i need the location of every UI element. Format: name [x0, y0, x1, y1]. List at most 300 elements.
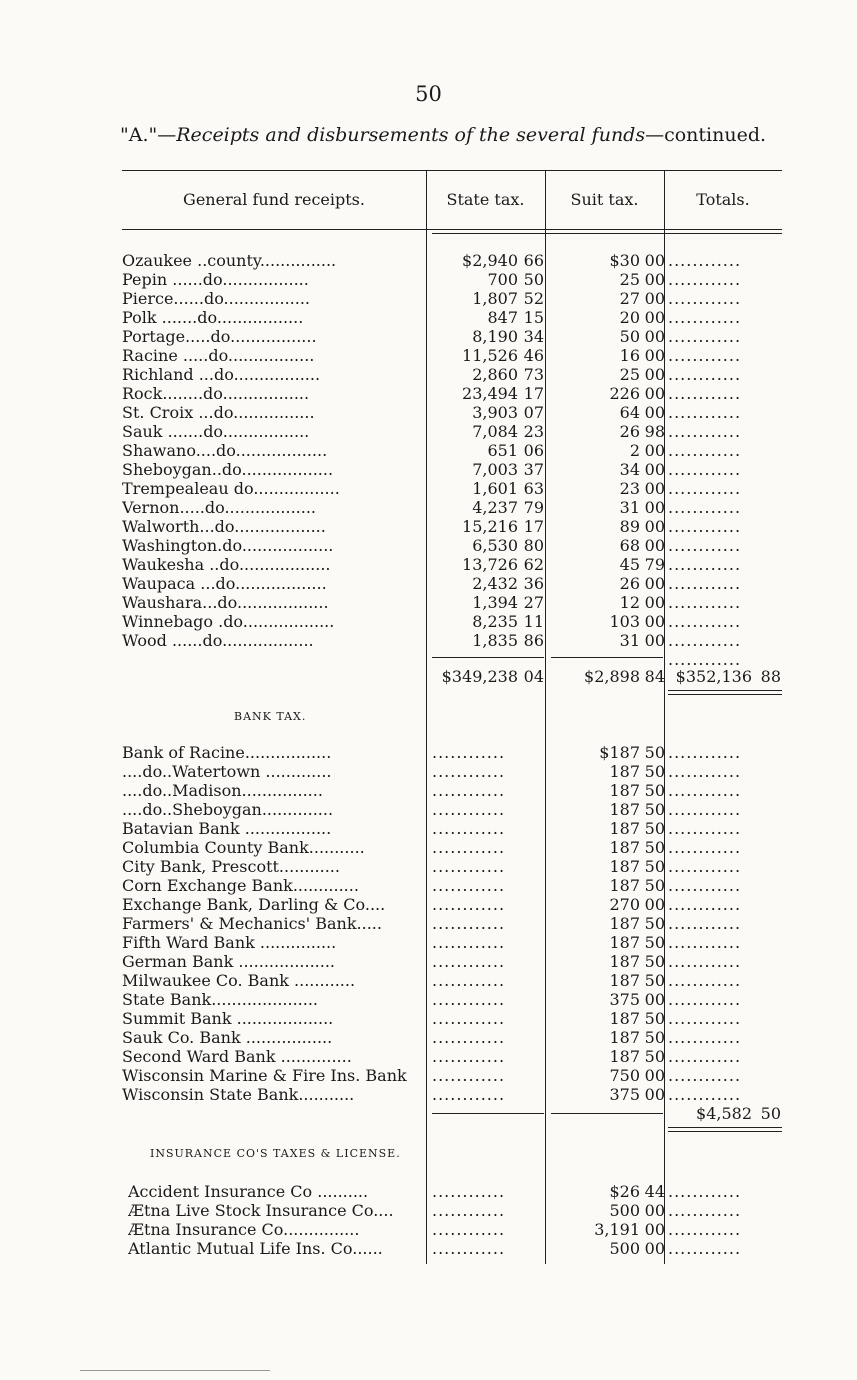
suit-tax-value: 500	[609, 1201, 640, 1220]
suit-tax-cents: 00	[644, 327, 665, 346]
suit-tax-value: 3,191	[594, 1220, 640, 1239]
suit-tax-value: 26	[619, 574, 640, 593]
state-tax-cents: 06	[523, 441, 544, 460]
suit-tax-cents: 00	[644, 631, 665, 650]
state-tax-leader: ............	[432, 857, 506, 876]
totals-leader: ............	[668, 289, 742, 308]
suit-tax-cents: 00	[644, 612, 665, 631]
row-label: City Bank, Prescott............	[122, 857, 340, 876]
general-total-double-rule-1	[668, 690, 782, 691]
state-tax-leader: ............	[432, 838, 506, 857]
row-label: Farmers' & Mechanics' Bank.....	[122, 914, 382, 933]
totals-leader: ............	[668, 876, 742, 895]
table-row	[0, 914, 857, 933]
state-tax-cents: 52	[523, 289, 544, 308]
row-label: Richland ...do.................	[122, 365, 321, 384]
totals-leader: ............	[668, 650, 742, 669]
totals-leader: ............	[668, 781, 742, 800]
totals-leader: ............	[668, 800, 742, 819]
row-label: Ætna Insurance Co...............	[128, 1220, 360, 1239]
suit-tax-cents: 00	[644, 1239, 665, 1258]
totals-leader: ............	[668, 308, 742, 327]
suit-tax-value: 187	[609, 914, 640, 933]
bank-total-double-rule-2	[668, 1131, 782, 1132]
row-label: Rock........do.................	[122, 384, 310, 403]
row-label: Winnebago .do..................	[122, 612, 335, 631]
state-tax-leader: ............	[432, 1009, 506, 1028]
suit-tax-value: 27	[619, 289, 640, 308]
totals-leader: ............	[668, 270, 742, 289]
row-label: Walworth...do..................	[122, 517, 326, 536]
suit-tax-cents: 79	[644, 555, 665, 574]
suit-tax-cents: 44	[644, 1182, 665, 1201]
totals-leader: ............	[668, 857, 742, 876]
suit-tax-value: 375	[609, 1085, 640, 1104]
suit-tax-cents: 00	[644, 289, 665, 308]
table-row	[0, 971, 857, 990]
suit-tax-value: 23	[619, 479, 640, 498]
state-tax-value: 7,084	[472, 422, 518, 441]
state-tax-value: 2,860	[472, 365, 518, 384]
state-tax-cents: 46	[523, 346, 544, 365]
table-row	[0, 422, 857, 441]
suit-tax-cents: 00	[644, 593, 665, 612]
state-tax-leader: ............	[432, 1047, 506, 1066]
row-label: Washington.do..................	[122, 536, 334, 555]
row-label: Accident Insurance Co ..........	[128, 1182, 369, 1201]
suit-tax-cents: 50	[644, 762, 665, 781]
state-tax-leader: ............	[432, 1085, 506, 1104]
page-heading	[120, 124, 780, 146]
table-row	[0, 403, 857, 422]
table-row	[0, 365, 857, 384]
table-row	[0, 593, 857, 612]
table-row	[0, 990, 857, 1009]
row-label: Portage.....do.................	[122, 327, 317, 346]
general-total-state-cents: 04	[523, 667, 544, 686]
state-tax-leader: ............	[432, 1239, 506, 1258]
totals-leader: ............	[668, 819, 742, 838]
totals-leader: ............	[668, 895, 742, 914]
suit-tax-cents: 50	[644, 933, 665, 952]
totals-leader: ............	[668, 536, 742, 555]
row-label: Second Ward Bank ..............	[122, 1047, 352, 1066]
suit-tax-value: 50	[619, 327, 640, 346]
bank-total: $4,582	[696, 1104, 752, 1123]
totals-leader: ............	[668, 971, 742, 990]
totals-leader: ............	[668, 1085, 742, 1104]
state-tax-value: 15,216	[462, 517, 518, 536]
suit-tax-cents: 00	[644, 536, 665, 555]
table-row	[0, 1085, 857, 1104]
table-top-rule	[122, 170, 782, 171]
totals-leader: ............	[668, 1066, 742, 1085]
suit-tax-value: 89	[619, 517, 640, 536]
page-number: 50	[415, 82, 442, 106]
table-row	[0, 819, 857, 838]
table-row	[0, 384, 857, 403]
suit-tax-cents: 00	[644, 384, 665, 403]
state-tax-cents: 17	[523, 384, 544, 403]
row-label: Sauk Co. Bank .................	[122, 1028, 333, 1047]
row-label: Wisconsin Marine & Fire Ins. Bank	[122, 1066, 407, 1085]
totals-leader: ............	[668, 933, 742, 952]
suit-tax-cents: 50	[644, 1047, 665, 1066]
totals-leader: ............	[668, 479, 742, 498]
suit-tax-value: 270	[609, 895, 640, 914]
state-tax-leader: ............	[432, 1182, 506, 1201]
suit-tax-cents: 50	[644, 819, 665, 838]
row-label: ....do..Sheboygan..............	[122, 800, 334, 819]
suit-tax-value: 26	[619, 422, 640, 441]
suit-tax-cents: 98	[644, 422, 665, 441]
state-tax-cents: 86	[523, 631, 544, 650]
totals-leader: ............	[668, 574, 742, 593]
totals-leader: ............	[668, 631, 742, 650]
general-total-state: $349,238	[441, 667, 518, 686]
table-row	[0, 498, 857, 517]
suit-tax-cents: 00	[644, 1066, 665, 1085]
row-label: Racine .....do.................	[122, 346, 315, 365]
state-tax-cents: 23	[523, 422, 544, 441]
state-tax-leader: ............	[432, 781, 506, 800]
footer-rule	[80, 1370, 270, 1371]
totals-leader: ............	[668, 460, 742, 479]
state-tax-cents: 27	[523, 593, 544, 612]
suit-tax-cents: 00	[644, 895, 665, 914]
row-label: Bank of Racine.................	[122, 743, 332, 762]
suit-tax-value: 187	[609, 762, 640, 781]
header-rule	[122, 229, 782, 230]
totals-leader: ............	[668, 1239, 742, 1258]
row-label: Wood ......do..................	[122, 631, 314, 650]
suit-tax-value: 2	[629, 441, 640, 460]
totals-leader: ............	[668, 838, 742, 857]
table-row	[0, 441, 857, 460]
table-row	[0, 1066, 857, 1085]
state-tax-value: 4,237	[472, 498, 518, 517]
suit-tax-value: 12	[619, 593, 640, 612]
suit-tax-cents: 50	[644, 781, 665, 800]
table-row	[0, 251, 857, 270]
state-tax-leader: ............	[432, 819, 506, 838]
state-tax-leader: ............	[432, 933, 506, 952]
suit-tax-value: 375	[609, 990, 640, 1009]
suit-tax-value: $30	[609, 251, 640, 270]
suit-tax-cents: 00	[644, 251, 665, 270]
suit-tax-value: 64	[619, 403, 640, 422]
state-tax-value: 700	[487, 270, 518, 289]
suit-tax-cents: 00	[644, 403, 665, 422]
totals-leader: ............	[668, 403, 742, 422]
table-row	[0, 346, 857, 365]
totals-leader: ............	[668, 1182, 742, 1201]
suit-tax-cents: 00	[644, 460, 665, 479]
suit-tax-cents: 00	[644, 346, 665, 365]
suit-tax-cents: 50	[644, 743, 665, 762]
table-row	[0, 781, 857, 800]
suit-tax-value: 187	[609, 781, 640, 800]
row-label: Pepin ......do.................	[122, 270, 309, 289]
suit-tax-value: 187	[609, 800, 640, 819]
suit-tax-cents: 50	[644, 800, 665, 819]
suit-tax-value: 750	[609, 1066, 640, 1085]
table-row	[0, 1182, 857, 1201]
state-tax-value: 8,190	[472, 327, 518, 346]
row-label: Waukesha ..do..................	[122, 555, 331, 574]
state-tax-leader: ............	[432, 743, 506, 762]
general-grand-total: $352,136	[675, 667, 752, 686]
table-row	[0, 270, 857, 289]
table-row	[0, 327, 857, 346]
totals-leader: ............	[668, 327, 742, 346]
state-tax-leader: ............	[432, 914, 506, 933]
row-label: St. Croix ...do................	[122, 403, 315, 422]
heading-prefix: "A."—	[120, 124, 177, 146]
totals-leader: ............	[668, 498, 742, 517]
state-tax-leader: ............	[432, 800, 506, 819]
state-tax-value: 1,835	[472, 631, 518, 650]
state-tax-cents: 80	[523, 536, 544, 555]
table-row	[0, 1009, 857, 1028]
suit-tax-value: 226	[609, 384, 640, 403]
suit-tax-cents: 00	[644, 441, 665, 460]
totals-leader: ............	[668, 952, 742, 971]
state-tax-leader: ............	[432, 990, 506, 1009]
state-tax-value: 8,235	[472, 612, 518, 631]
state-tax-leader: ............	[432, 1028, 506, 1047]
suit-tax-cents: 50	[644, 838, 665, 857]
insurance-heading: INSURANCE CO'S TAXES & LICENSE.	[150, 1147, 401, 1160]
state-tax-cents: 63	[523, 479, 544, 498]
row-label: Ætna Live Stock Insurance Co....	[128, 1201, 394, 1220]
suit-tax-value: 34	[619, 460, 640, 479]
suit-tax-cents: 50	[644, 857, 665, 876]
totals-leader: ............	[668, 743, 742, 762]
totals-leader: ............	[668, 1028, 742, 1047]
totals-leader: ............	[668, 1009, 742, 1028]
suit-tax-cents: 00	[644, 479, 665, 498]
totals-leader: ............	[668, 555, 742, 574]
state-tax-leader: ............	[432, 876, 506, 895]
suit-tax-cents: 50	[644, 971, 665, 990]
suit-tax-value: 25	[619, 270, 640, 289]
state-tax-value: 11,526	[462, 346, 518, 365]
table-row	[0, 308, 857, 327]
state-tax-cents: 50	[523, 270, 544, 289]
suit-tax-value: 187	[609, 1009, 640, 1028]
header-rule-secondary	[432, 233, 782, 234]
table-row	[0, 631, 857, 650]
suit-tax-cents: 50	[644, 914, 665, 933]
suit-tax-cents: 00	[644, 1201, 665, 1220]
state-tax-cents: 62	[523, 555, 544, 574]
row-label: Sauk .......do.................	[122, 422, 310, 441]
row-label: ....do..Watertown .............	[122, 762, 332, 781]
state-tax-leader: ............	[432, 1066, 506, 1085]
general-total-suit: $2,898	[584, 667, 640, 686]
suit-tax-value: 187	[609, 933, 640, 952]
state-tax-value: 1,601	[472, 479, 518, 498]
suit-tax-cents: 50	[644, 876, 665, 895]
state-tax-leader: ............	[432, 971, 506, 990]
suit-tax-value: $26	[609, 1182, 640, 1201]
totals-leader: ............	[668, 251, 742, 270]
state-tax-cents: 36	[523, 574, 544, 593]
row-label: Vernon.....do..................	[122, 498, 317, 517]
row-label: Trempealeau do.................	[122, 479, 340, 498]
row-label: Shawano....do..................	[122, 441, 328, 460]
suit-tax-value: 68	[619, 536, 640, 555]
row-label: Polk .......do.................	[122, 308, 304, 327]
state-tax-value: 1,394	[472, 593, 518, 612]
row-label: Atlantic Mutual Life Ins. Co......	[128, 1239, 383, 1258]
state-tax-value: 3,903	[472, 403, 518, 422]
state-tax-value: 2,432	[472, 574, 518, 593]
table-row	[0, 876, 857, 895]
suit-tax-value: 187	[609, 857, 640, 876]
suit-tax-cents: 00	[644, 1220, 665, 1239]
state-tax-value: 13,726	[462, 555, 518, 574]
row-label: Pierce......do.................	[122, 289, 310, 308]
totals-leader: ............	[668, 914, 742, 933]
suit-tax-value: 187	[609, 971, 640, 990]
column-header-state-tax: State tax.	[446, 190, 525, 209]
column-header-suit-tax: Suit tax.	[570, 190, 639, 209]
table-row	[0, 838, 857, 857]
suit-tax-cents: 00	[644, 517, 665, 536]
totals-leader: ............	[668, 762, 742, 781]
suit-tax-cents: 00	[644, 270, 665, 289]
totals-leader: ............	[668, 990, 742, 1009]
suit-tax-value: $187	[599, 743, 640, 762]
row-label: Summit Bank ...................	[122, 1009, 334, 1028]
state-tax-value: 1,807	[472, 289, 518, 308]
table-row	[0, 933, 857, 952]
totals-leader: ............	[668, 422, 742, 441]
row-label: Wisconsin State Bank...........	[122, 1085, 355, 1104]
state-tax-value: 651	[487, 441, 518, 460]
table-row	[0, 555, 857, 574]
row-label: Exchange Bank, Darling & Co....	[122, 895, 386, 914]
state-tax-cents: 11	[523, 612, 544, 631]
suit-tax-value: 187	[609, 876, 640, 895]
totals-leader: ............	[668, 612, 742, 631]
totals-leader: ............	[668, 441, 742, 460]
totals-leader: ............	[668, 1047, 742, 1066]
suit-tax-value: 187	[609, 838, 640, 857]
row-label: Milwaukee Co. Bank ............	[122, 971, 356, 990]
table-row	[0, 1201, 857, 1220]
suit-tax-value: 31	[619, 498, 640, 517]
totals-leader: ............	[668, 517, 742, 536]
table-row	[0, 479, 857, 498]
general-grand-total-cents: 88	[760, 667, 781, 686]
suit-tax-cents: 00	[644, 990, 665, 1009]
state-tax-value: 23,494	[462, 384, 518, 403]
state-tax-cents: 34	[523, 327, 544, 346]
suit-tax-cents: 00	[644, 498, 665, 517]
table-row	[0, 800, 857, 819]
row-label: Waupaca ...do..................	[122, 574, 327, 593]
row-label: ....do..Madison................	[122, 781, 323, 800]
bank-total-double-rule-1	[668, 1127, 782, 1128]
state-tax-cents: 37	[523, 460, 544, 479]
column-header-totals: Totals.	[696, 190, 750, 209]
table-row	[0, 289, 857, 308]
table-row	[0, 743, 857, 762]
state-tax-value: 6,530	[472, 536, 518, 555]
totals-leader: ............	[668, 384, 742, 403]
row-label: Waushara...do..................	[122, 593, 329, 612]
table-row	[0, 460, 857, 479]
table-row	[0, 1047, 857, 1066]
table-row	[0, 1220, 857, 1239]
suit-tax-value: 20	[619, 308, 640, 327]
suit-tax-value: 500	[609, 1239, 640, 1258]
state-tax-cents: 66	[523, 251, 544, 270]
state-tax-leader: ............	[432, 952, 506, 971]
totals-leader: ............	[668, 1220, 742, 1239]
bank-tax-heading: BANK TAX.	[234, 710, 307, 723]
suit-tax-cents: 00	[644, 574, 665, 593]
column-header-receipts: General fund receipts.	[183, 190, 365, 209]
row-label: Ozaukee ..county...............	[122, 251, 337, 270]
state-tax-leader: ............	[432, 1201, 506, 1220]
state-tax-leader: ............	[432, 762, 506, 781]
row-label: German Bank ...................	[122, 952, 336, 971]
row-label: Columbia County Bank...........	[122, 838, 365, 857]
bank-total-row	[0, 1104, 857, 1123]
totals-leader: ............	[668, 593, 742, 612]
table-row	[0, 1239, 857, 1258]
state-tax-value: $2,940	[462, 251, 518, 270]
general-total-double-rule-2	[668, 694, 782, 695]
state-tax-leader: ............	[432, 895, 506, 914]
row-label: Fifth Ward Bank ...............	[122, 933, 337, 952]
totals-leader: ............	[668, 346, 742, 365]
table-row	[0, 517, 857, 536]
totals-leader: ............	[668, 365, 742, 384]
suit-tax-value: 16	[619, 346, 640, 365]
suit-tax-value: 187	[609, 819, 640, 838]
table-row	[0, 1028, 857, 1047]
state-tax-value: 7,003	[472, 460, 518, 479]
suit-tax-value: 25	[619, 365, 640, 384]
suit-tax-cents: 50	[644, 1028, 665, 1047]
suit-tax-value: 187	[609, 952, 640, 971]
table-row	[0, 952, 857, 971]
suit-tax-cents: 50	[644, 952, 665, 971]
state-tax-cents: 79	[523, 498, 544, 517]
suit-tax-cents: 00	[644, 308, 665, 327]
table-row	[0, 612, 857, 631]
general-totals-row	[0, 667, 857, 686]
state-tax-cents: 17	[523, 517, 544, 536]
suit-tax-cents: 50	[644, 1009, 665, 1028]
suit-tax-value: 187	[609, 1047, 640, 1066]
suit-tax-value: 103	[609, 612, 640, 631]
state-tax-cents: 73	[523, 365, 544, 384]
row-label: State Bank.....................	[122, 990, 319, 1009]
state-tax-cents: 15	[523, 308, 544, 327]
row-label: Batavian Bank .................	[122, 819, 332, 838]
table-row	[0, 857, 857, 876]
table-row	[0, 895, 857, 914]
suit-tax-cents: 00	[644, 1085, 665, 1104]
heading-title: Receipts and disbursements of the several funds	[176, 124, 646, 146]
suit-tax-value: 45	[619, 555, 640, 574]
